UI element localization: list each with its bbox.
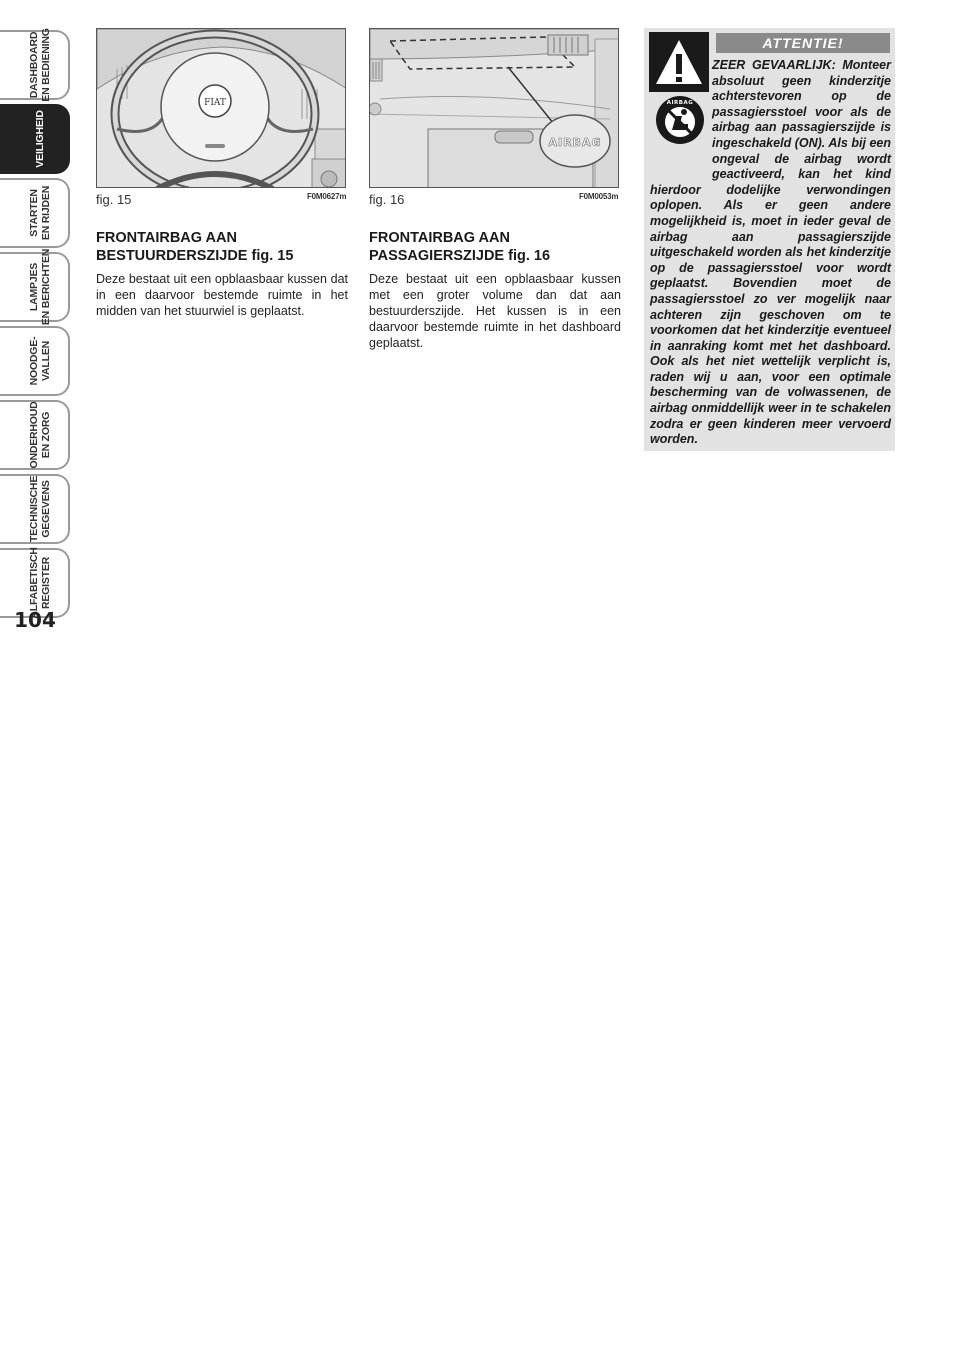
figure-reference: fig. 15: [251, 248, 294, 264]
tab-label: ALFABETISCH REGISTER: [28, 547, 52, 619]
tab-starten-en-rijden[interactable]: [0, 178, 70, 248]
tab-noodgevallen[interactable]: [0, 326, 70, 396]
airbag-label: AIRBAG: [548, 136, 602, 149]
tab-label: DASHBOARD EN BEDIENING: [28, 28, 52, 102]
section-body: Deze bestaat uit een opblaasbaar kussen dat in een daarvoor bestemde ruimte in het midden van het stuurwiel is geplaatst.: [96, 272, 348, 318]
section-body: Deze bestaat uit een opblaasbaar kussen met een groter volume dan dat aan bestuurderszijde. Het kussen is in een daarvoor bestemde ruimte in het dashboard geplaatst.: [369, 272, 621, 350]
page-number: 104: [14, 608, 56, 632]
section-passenger-airbag: [369, 229, 621, 351]
steering-wheel-illustration: [97, 29, 346, 188]
warning-banner: ATTENTIE!: [716, 33, 890, 53]
tab-technische-gegevens[interactable]: [0, 474, 70, 544]
title-line: FRONTAIRBAG AAN: [369, 230, 510, 246]
tab-label: TECHNISCHE GEGEVENS: [28, 475, 52, 543]
tab-dashboard-en-bediening[interactable]: [0, 30, 70, 100]
fiat-logo: FIAT: [204, 98, 226, 108]
section-title: [96, 229, 348, 265]
tab-label: VEILIGHEID: [34, 110, 46, 168]
tab-label: LAMPJES EN BERICHTEN: [28, 248, 52, 326]
figure-code: F0M0627m: [307, 192, 347, 201]
warning-lead: ZEER GEVAARLIJK:: [712, 58, 836, 72]
passenger-dashboard-illustration: [370, 29, 619, 188]
section-driver-airbag: [96, 229, 348, 319]
title-line: FRONTAIRBAG AAN: [96, 230, 237, 246]
figure-caption: fig. 15: [96, 192, 132, 207]
tab-label: NOODGE- VALLEN: [28, 336, 52, 386]
tab-lampjes-en-berichten[interactable]: [0, 248, 70, 326]
tab-label: ONDERHOUD EN ZORG: [28, 401, 52, 469]
warning-text: Monteer absoluut geen kinderzitje achterstevoren op de passagiersstoel voor als de airbag aan passagierszijde is ingeschakeld (ON). Als bij een ongeval de airbag wordt geactiveerd, kan het kind hierdoor dodelijke verwondingen oplopen. Als er geen andere mogelijkheid is, moet in ieder geval de airbag aan passagierszijde uitgeschakeld worden als het kinderzitje op de passagiersstoel voor wordt geplaatst. Bovendien moet de passagiersstoel zo ver mogelijk naar achteren zijn geschoven om te voorkomen dat het kinderzitje eventueel in aanraking komt met het dashboard. Ook als het niet wettelijk verplicht is, raden wij u aan, voor een optimale bescherming van de volwassenen, de airbag onmiddellijk weer in te schakelen zodra er geen kinderen meer vervoerd worden.: [650, 58, 891, 447]
tab-veiligheid[interactable]: [0, 104, 70, 174]
warning-text-block: [644, 58, 895, 448]
figure-reference: fig. 16: [508, 248, 551, 264]
tab-label: STARTEN EN RIJDEN: [28, 185, 52, 241]
title-line: PASSAGIERSZIJDE: [369, 248, 505, 264]
figure-code: F0M0053m: [579, 192, 619, 201]
tab-onderhoud-en-zorg[interactable]: [0, 400, 70, 470]
airbag-symbol-text: AIRBAG: [666, 100, 694, 106]
warning-box: [644, 28, 895, 451]
section-title: [369, 229, 621, 265]
title-line: BESTUURDERSZIJDE: [96, 248, 248, 264]
figure-passenger-dashboard: [369, 28, 619, 188]
figure-caption: fig. 16: [369, 192, 405, 207]
figure-steering-wheel: [96, 28, 346, 188]
